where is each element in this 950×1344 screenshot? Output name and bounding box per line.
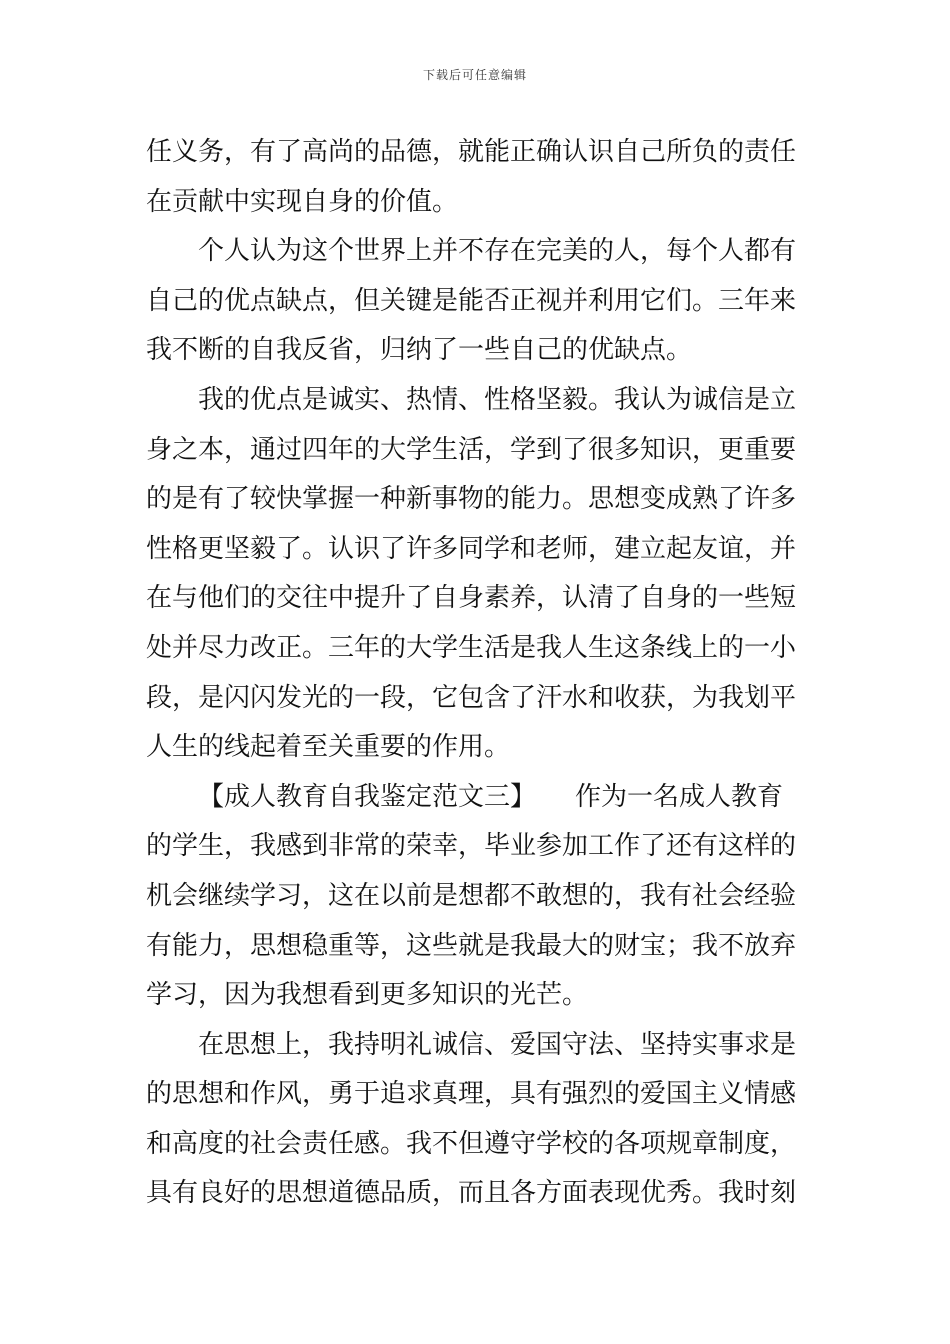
- paragraph-5: [146, 1021, 811, 1219]
- paragraph-1: [146, 128, 811, 227]
- text-line: 学习，因为我想看到更多知识的光芒。: [146, 980, 589, 1011]
- text-line: 我的优点是诚实、热情、性格坚毅。我认为诚信是立: [198, 384, 797, 415]
- text-line: 任义务，有了高尚的品德，就能正确认识自己所负的责任: [146, 137, 797, 167]
- text-line: 的学生，我感到非常的荣幸，毕业参加工作了还有这样的: [146, 831, 797, 862]
- text-line: 具有良好的思想道德品质，而且各方面表现优秀。我时刻: [146, 1178, 797, 1209]
- text-line: 在思想上，我持明礼诚信、爱国守法、坚持实事求是: [198, 1029, 797, 1060]
- text-line: 段，是闪闪发光的一段，它包含了汗水和收获，为我划平: [146, 682, 797, 713]
- text-line: 我不断的自我反省，归纳了一些自己的优缺点。: [146, 335, 693, 366]
- text-line: 处并尽力改正。三年的大学生活是我人生这条线上的一小: [146, 632, 797, 663]
- text-line: 身之本，通过四年的大学生活，学到了很多知识，更重要: [146, 434, 797, 465]
- text-line: 的思想和作风，勇于追求真理，具有强烈的爱国主义情感: [146, 1079, 797, 1110]
- text-line: 自己的优点缺点，但关键是能否正视并利用它们。三年来: [146, 285, 797, 316]
- body-text: [146, 128, 811, 1219]
- text-line: 在与他们的交往中提升了自身素养，认清了自身的一些短: [146, 583, 797, 614]
- paragraph-4: [146, 773, 811, 1021]
- paragraph-3: [146, 376, 811, 773]
- text-line: 机会继续学习，这在以前是想都不敢想的，我有社会经验: [146, 880, 797, 911]
- paragraph-2: [146, 227, 811, 376]
- text-line: 人生的线起着至关重要的作用。: [146, 732, 511, 763]
- page-header: 下载后可任意编辑: [422, 68, 527, 82]
- text-line: 【成人教育自我鉴定范文三】 作为一名成人教育: [198, 781, 784, 812]
- text-line: 个人认为这个世界上并不存在完美的人，每个人都有: [198, 236, 797, 267]
- text-line: 的是有了较快掌握一种新事物的能力。思想变成熟了许多: [146, 484, 797, 515]
- text-line: 有能力，思想稳重等，这些就是我最大的财宝；我不放弃: [146, 930, 797, 961]
- text-line: 和高度的社会责任感。我不但遵守学校的各项规章制度，: [146, 1128, 797, 1159]
- text-line: 在贡献中实现自身的价值。: [146, 186, 459, 217]
- text-line: 性格更坚毅了。认识了许多同学和老师，建立起友谊，并: [146, 533, 797, 564]
